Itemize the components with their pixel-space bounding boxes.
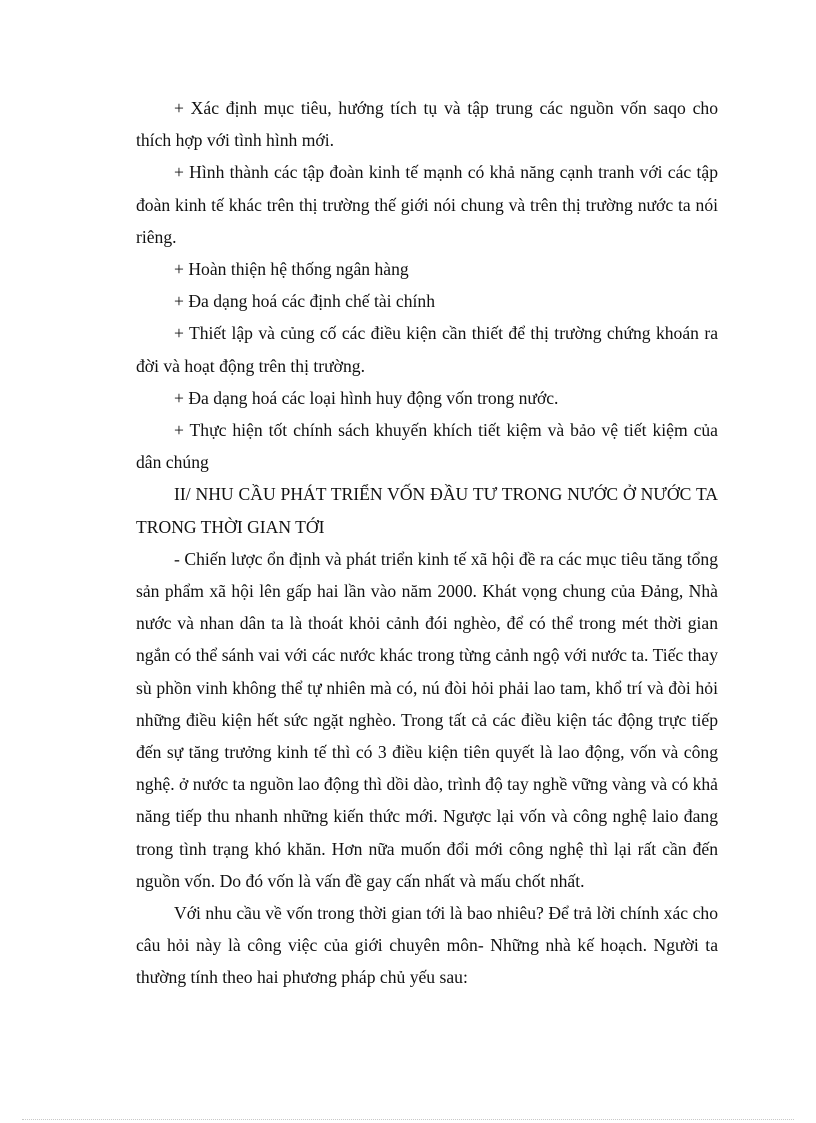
bullet-paragraph: + Thiết lập và củng cố các điều kiện cần thiết để thị trường chứng khoán ra đời và hoạt động trên thị trường.: [136, 323, 718, 376]
bullet-paragraph: + Hoàn thiện hệ thống ngân hàng: [174, 259, 409, 280]
body-paragraph: Với nhu cầu về vốn trong thời gian tới là bao nhiêu? Để trả lời chính xác cho câu hỏi này là công việc của giới chuyên môn- Những nhà kế hoạch. Người ta thường tính theo hai phương pháp chủ yếu sau:: [136, 903, 718, 988]
page-content: [136, 92, 718, 994]
page-bottom-divider: [22, 1119, 794, 1120]
bullet-paragraph: + Đa dạng hoá các định chế tài chính: [174, 291, 436, 312]
bullet-paragraph: + Đa dạng hoá các loại hình huy động vốn trong nước.: [174, 387, 559, 408]
bullet-paragraph: + Xác định mục tiêu, hướng tích tụ và tập trung các nguồn vốn saqo cho thích hợp với tình hình mới.: [136, 98, 718, 151]
body-paragraph: - Chiến lược ổn định và phát triển kinh tế xã hội đề ra các mục tiêu tăng tổng sản phẩm xã hội lên gấp hai lần vào năm 2000. Khát vọng chung của Đảng, Nhà nước và nhan dân ta là thoát khỏi cảnh đói nghèo, để có thể trong mét thời gian ngắn có thể sánh vai với các nước khác trong từng cảnh ngộ với nước ta. Tiếc thay sù phồn vinh không thể tự nhiên mà có, nú đòi hỏi phải lao tam, khổ trí và đòi hỏi những điều kiện hết sức ngặt nghèo. Trong tất cả các điều kiện tác động trực tiếp đến sự tăng trưởng kinh tế thì có 3 điều kiện tiên quyết là lao động, vốn và công nghệ. ở nước ta nguồn lao động thì dồi dào, trình độ tay nghề vững vàng và có khả năng tiếp thu nhanh những kiến thức mới. Ngược lại vốn và công nghệ laio đang trong tình trạng khó khăn. Hơn nữa muốn đổi mới công nghệ thì lại rất cần đến nguồn vốn. Do đó vốn là vấn đề gay cấn nhất và mấu chốt nhất.: [136, 548, 718, 891]
section-heading: II/ NHU CẦU PHÁT TRIỂN VỐN ĐẦU TƯ TRONG NƯỚC Ở NƯỚC TA TRONG THỜI GIAN TỚI: [136, 484, 718, 537]
bullet-paragraph: + Hình thành các tập đoàn kinh tế mạnh có khả năng cạnh tranh với các tập đoàn kinh tế khác trên thị trường thế giới nói chung và trên thị trường nước ta nói riêng.: [136, 162, 718, 247]
bullet-paragraph: + Thực hiện tốt chính sách khuyến khích tiết kiệm và bảo vệ tiết kiệm của dân chúng: [136, 420, 718, 473]
